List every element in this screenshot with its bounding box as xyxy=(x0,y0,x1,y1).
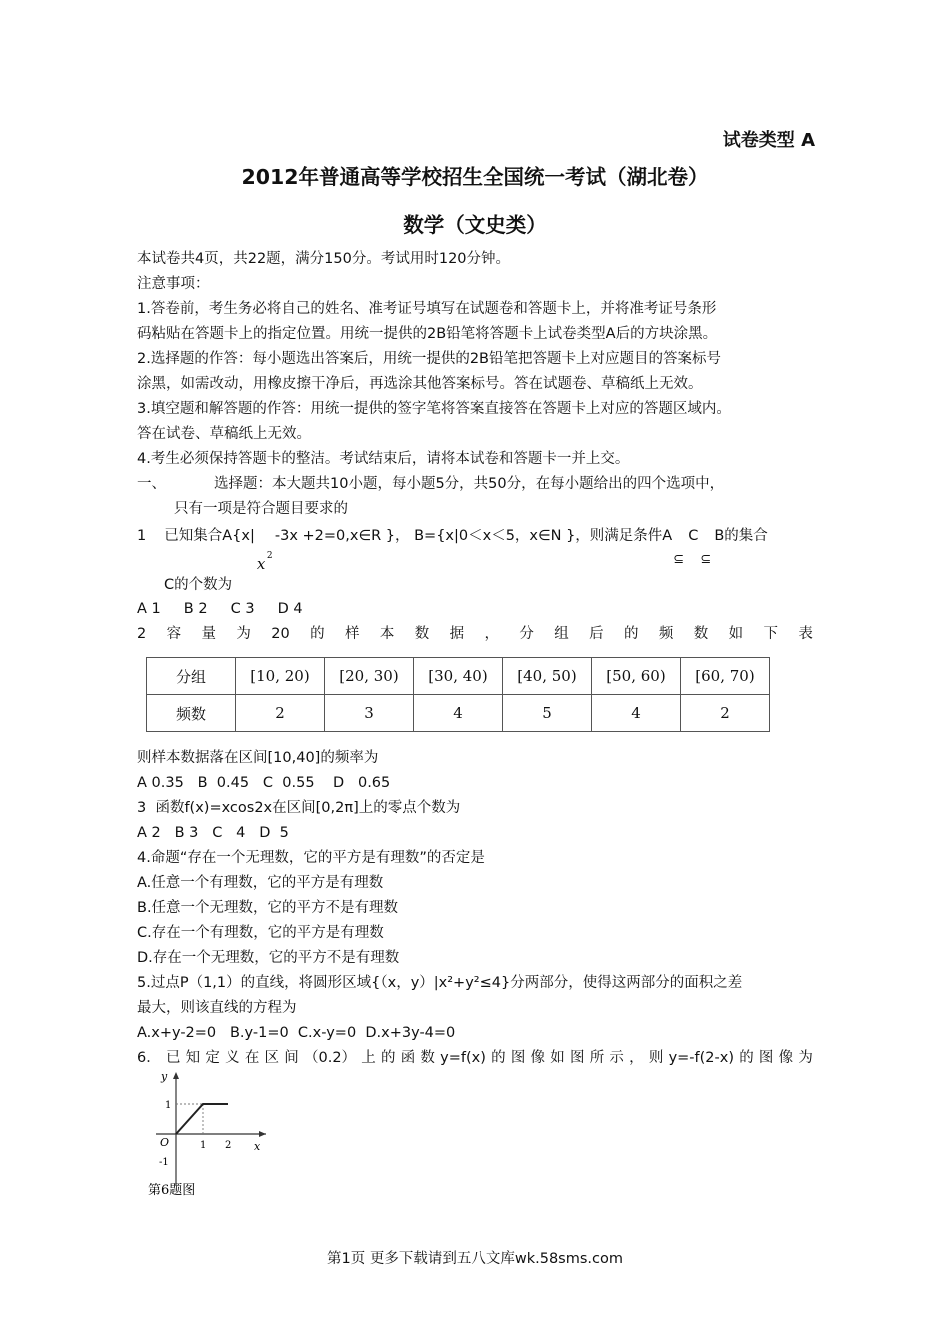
q6-word: 示 xyxy=(609,1050,624,1066)
q2-word: 的 xyxy=(623,626,639,642)
paper-type: 试卷类型 A xyxy=(722,130,815,151)
frequency-table xyxy=(146,657,770,732)
table-cell: [30, 40) xyxy=(414,658,503,695)
q2-word: 组 xyxy=(554,626,569,642)
q2-word: 据 xyxy=(449,626,465,642)
table-cell: 2 xyxy=(236,695,325,732)
q6-word: 像 xyxy=(530,1050,546,1066)
notice-line: 涂黑，如需改动，用橡皮擦干净后，再选涂其他答案标号。答在试题卷、草稿纸上无效。 xyxy=(137,376,703,392)
q2-word: 量 xyxy=(201,626,216,642)
q6-word: 数 xyxy=(420,1050,435,1066)
question-2 xyxy=(137,624,813,644)
q6-word: 图 xyxy=(569,1050,585,1066)
q2-word: 分 xyxy=(519,626,534,642)
y-axis-arrow xyxy=(173,1072,179,1079)
q2-word: 为 xyxy=(236,626,251,642)
q2-word: 的 xyxy=(310,626,325,642)
notice-line: 码粘贴在答题卡上的指定位置。用统一提供的2B铅笔将答题卡上试卷类型A后的方块涂黑。 xyxy=(137,326,718,342)
q2-word: 下 xyxy=(763,626,778,642)
q4-option: C.存在一个有理数，它的平方是有理数 xyxy=(137,925,384,941)
notice-line: 3.填空题和解答题的作答：用统一提供的签字笔将答案直接答在答题卡上对应的答题区域内。 xyxy=(137,401,731,417)
q6-word: 图 xyxy=(510,1050,526,1066)
q6-word: （0.2） xyxy=(303,1050,357,1066)
q6-word: 的 xyxy=(739,1050,754,1066)
q6-word: 函 xyxy=(400,1050,416,1066)
table-cell: [10, 20) xyxy=(236,658,325,695)
question-1 xyxy=(137,526,768,573)
intro: 本试卷共4页，共22题，满分150分。考试用时120分钟。 xyxy=(137,251,511,267)
q5-options: A.x+y-2=0 B.y-1=0 C.x-y=0 D.x+3y-4=0 xyxy=(137,1025,456,1041)
q1-x-var: x xyxy=(256,555,266,573)
table-cell: 4 xyxy=(414,695,503,732)
y-tick-label: -1 xyxy=(159,1157,169,1168)
exam-subtitle: 数学（文史类） xyxy=(403,213,547,237)
notice-heading: 注意事项： xyxy=(137,276,210,292)
table-cell: 2 xyxy=(681,695,770,732)
q2-word: 本 xyxy=(379,626,395,642)
table-cell: [20, 30) xyxy=(325,658,414,695)
page-footer: 第1页 更多下载请到五八文库wk.58sms.com xyxy=(327,1251,623,1267)
notice-line: 1.答卷前，考生务必将自己的姓名、准考证号填写在试题卷和答题卡上，并将准考证号条形 xyxy=(137,301,717,317)
q2-after: 则样本数据落在区间[10,40]的频率为 xyxy=(137,750,379,766)
q4-option: A.任意一个有理数，它的平方是有理数 xyxy=(137,875,384,891)
section-description-cont: 只有一项是符合题目要求的 xyxy=(174,501,348,517)
q6-word: y=f(x) xyxy=(440,1050,486,1066)
question-4: 4.命题“存在一个无理数，它的平方是有理数”的否定是 xyxy=(137,850,485,866)
q6-word: 图 xyxy=(758,1050,774,1066)
x-tick-label: 2 xyxy=(225,1140,232,1151)
q1-set-b: B的集合 xyxy=(714,528,768,544)
q1-set-c: C xyxy=(688,528,699,544)
subset-symbol: ⊆ xyxy=(673,552,685,567)
q2-options: A 0.35 B 0.45 C 0.55 D 0.65 xyxy=(137,775,391,791)
q1-continuation: C的个数为 xyxy=(164,577,233,593)
q6-word: 为 xyxy=(798,1050,813,1066)
table-cell: 频数 xyxy=(147,695,236,732)
q2-word: 频 xyxy=(658,626,674,642)
q1-x-exponent: 2 xyxy=(266,551,273,561)
x-axis-arrow xyxy=(259,1131,266,1137)
question-5-cont: 最大，则该直线的方程为 xyxy=(137,1000,297,1016)
function-curve xyxy=(176,1104,228,1134)
x-axis-label: x xyxy=(254,1140,261,1153)
q2-word: 如 xyxy=(728,626,744,642)
q6-word: 所 xyxy=(589,1050,605,1066)
table-cell: 分组 xyxy=(147,658,236,695)
q2-word: ， xyxy=(484,626,499,642)
q2-word: 样 xyxy=(344,626,360,642)
question-6 xyxy=(137,1048,813,1068)
q2-word: 容 xyxy=(166,626,182,642)
q2-word: 后 xyxy=(589,626,604,642)
graph-caption: 第6题图 xyxy=(148,1183,196,1198)
section-number: 一、 xyxy=(137,476,166,492)
table-cell: [50, 60) xyxy=(592,658,681,695)
section-one xyxy=(137,474,724,494)
q6-function-graph xyxy=(148,1068,278,1200)
q6-word: 知 xyxy=(185,1050,201,1066)
q6-word: 区 xyxy=(264,1050,280,1066)
origin-label: O xyxy=(160,1136,170,1149)
table-row xyxy=(147,658,770,695)
question-3: 3 函数f(x)=xcos2x在区间[0,2π]上的零点个数为 xyxy=(137,800,461,816)
table-row xyxy=(147,695,770,732)
table-cell: [40, 50) xyxy=(503,658,592,695)
section-description: 选择题：本大题共10小题，每小题5分，共50分，在每小题给出的四个选项中， xyxy=(214,476,725,492)
q6-word: y=-f(2-x) xyxy=(668,1050,734,1066)
q1-text-a: 已知集合A{x| xyxy=(164,528,255,544)
q3-options: A 2 B 3 C 4 D 5 xyxy=(137,825,289,841)
q6-word: 已 xyxy=(165,1050,181,1066)
exam-title: 2012年普通高等学校招生全国统一考试（湖北卷） xyxy=(241,165,709,189)
table-cell: 4 xyxy=(592,695,681,732)
question-5: 5.过点P（1,1）的直线，将圆形区域{（x，y）|x²+y²≤4}分两部分，使得这两部分的面积之差 xyxy=(137,975,743,991)
q2-word: 2 xyxy=(137,626,147,642)
y-tick-label: 1 xyxy=(165,1100,172,1111)
q6-word: 上 xyxy=(361,1050,376,1066)
q6-word: 在 xyxy=(244,1050,260,1066)
q4-option: B.任意一个无理数，它的平方不是有理数 xyxy=(137,900,399,916)
q6-word: ， xyxy=(629,1050,644,1066)
q6-word: 如 xyxy=(550,1050,565,1066)
q1-text-b: -3x +2=0,x∈R }， B={x|0＜x＜5，x∈N }，则满足条件A xyxy=(274,528,673,544)
q6-word: 的 xyxy=(491,1050,506,1066)
y-axis-label: y xyxy=(161,1070,168,1083)
notice-line: 4.考生必须保持答题卡的整洁。考试结束后，请将本试卷和答题卡一并上交。 xyxy=(137,451,630,467)
q1-options: A 1 B 2 C 3 D 4 xyxy=(137,601,303,617)
q6-word: 定 xyxy=(205,1050,220,1066)
subset-symbol: ⊆ xyxy=(700,552,712,567)
q4-option: D.存在一个无理数，它的平方不是有理数 xyxy=(137,950,400,966)
q6-word: 间 xyxy=(284,1050,299,1066)
x-tick-label: 1 xyxy=(200,1140,207,1151)
q2-word: 20 xyxy=(271,626,290,642)
q6-word: 则 xyxy=(648,1050,664,1066)
table-cell: [60, 70) xyxy=(681,658,770,695)
q6-word: 6． xyxy=(137,1050,161,1066)
q6-word: 的 xyxy=(380,1050,396,1066)
q6-word: 像 xyxy=(778,1050,794,1066)
q6-word: 义 xyxy=(225,1050,240,1066)
notice-line: 答在试卷、草稿纸上无效。 xyxy=(137,426,311,442)
q2-word: 数 xyxy=(414,626,430,642)
q2-word: 表 xyxy=(798,626,813,642)
q1-number: 1 xyxy=(137,528,147,544)
table-cell: 3 xyxy=(325,695,414,732)
q2-word: 数 xyxy=(693,626,709,642)
table-cell: 5 xyxy=(503,695,592,732)
notice-line: 2.选择题的作答：每小题选出答案后，用统一提供的2B铅笔把答题卡上对应题目的答案标号 xyxy=(137,351,722,367)
